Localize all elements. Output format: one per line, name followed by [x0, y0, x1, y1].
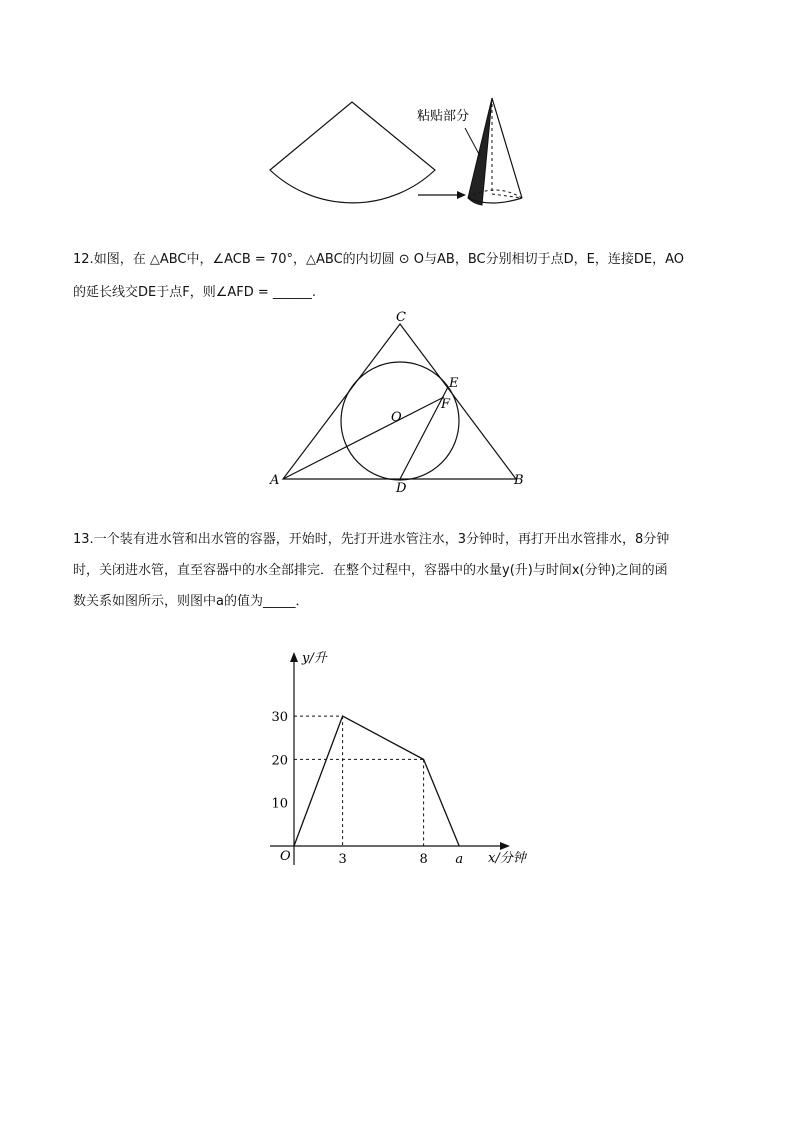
- q12-line1: [73, 250, 684, 270]
- label-f: F: [441, 397, 451, 412]
- glue-label: 粘贴部分: [417, 109, 470, 124]
- sector-shape: [270, 102, 435, 203]
- q12-line2: [73, 283, 316, 303]
- q13-line3: [73, 592, 308, 612]
- label-o: O: [391, 410, 402, 425]
- label-pointer: [465, 128, 480, 156]
- y-axis-label: y/升: [302, 651, 327, 666]
- y-tick-label: 10: [271, 796, 288, 812]
- triangle-abc: [283, 324, 516, 479]
- x-axis-arrow: [500, 842, 510, 850]
- label-e: E: [449, 376, 459, 391]
- cone-radius: [492, 194, 522, 198]
- x-tick-label: 8: [419, 852, 428, 867]
- water-volume-chart: [260, 640, 540, 880]
- q12-number: 12.: [73, 252, 94, 267]
- q13-line2: [73, 561, 668, 581]
- x-tick-label: a: [455, 852, 464, 867]
- origin-label: O: [280, 849, 291, 864]
- label-b: B: [514, 473, 524, 488]
- x-tick-label: 3: [338, 852, 347, 867]
- cone-side-right: [492, 98, 522, 198]
- label-c: C: [396, 310, 406, 325]
- arrow-head: [457, 191, 466, 199]
- cone-figure: [260, 90, 540, 220]
- q13-text2: 时，关闭进水管，直至容器中的水全部排完．在整个过程中，容器中的水量y(升)与时间x(分钟)之间的函: [73, 563, 668, 578]
- data-line: [294, 716, 459, 846]
- tick-labels: [271, 710, 463, 867]
- cone-glue-part: [468, 98, 492, 205]
- triangle-figure: [260, 305, 540, 500]
- guide-lines: [294, 716, 424, 846]
- q13-number: 13.: [73, 532, 94, 547]
- x-axis-label: x/分钟: [488, 851, 526, 866]
- y-tick-label: 20: [271, 753, 288, 769]
- q12-text1: 如图，在 △ABC中，∠ACB = 70°，△ABC的内切圆 ⊙ O与AB，BC分别相切于点D，E，连接DE，AO: [93, 252, 684, 267]
- q13-text3: 数关系如图所示，则图中a的值为_____．: [73, 594, 309, 609]
- label-a: A: [270, 473, 280, 488]
- y-tick-label: 30: [271, 710, 288, 726]
- label-d: D: [396, 481, 407, 496]
- y-axis-arrow: [290, 652, 298, 662]
- q13-line1: [73, 530, 669, 550]
- q13-text1: 一个装有进水管和出水管的容器，开始时，先打开进水管注水，3分钟时，再打开出水管排水，8分钟: [93, 532, 670, 547]
- q12-text2: 的延长线交DE于点F，则∠AFD = ______.: [73, 285, 317, 300]
